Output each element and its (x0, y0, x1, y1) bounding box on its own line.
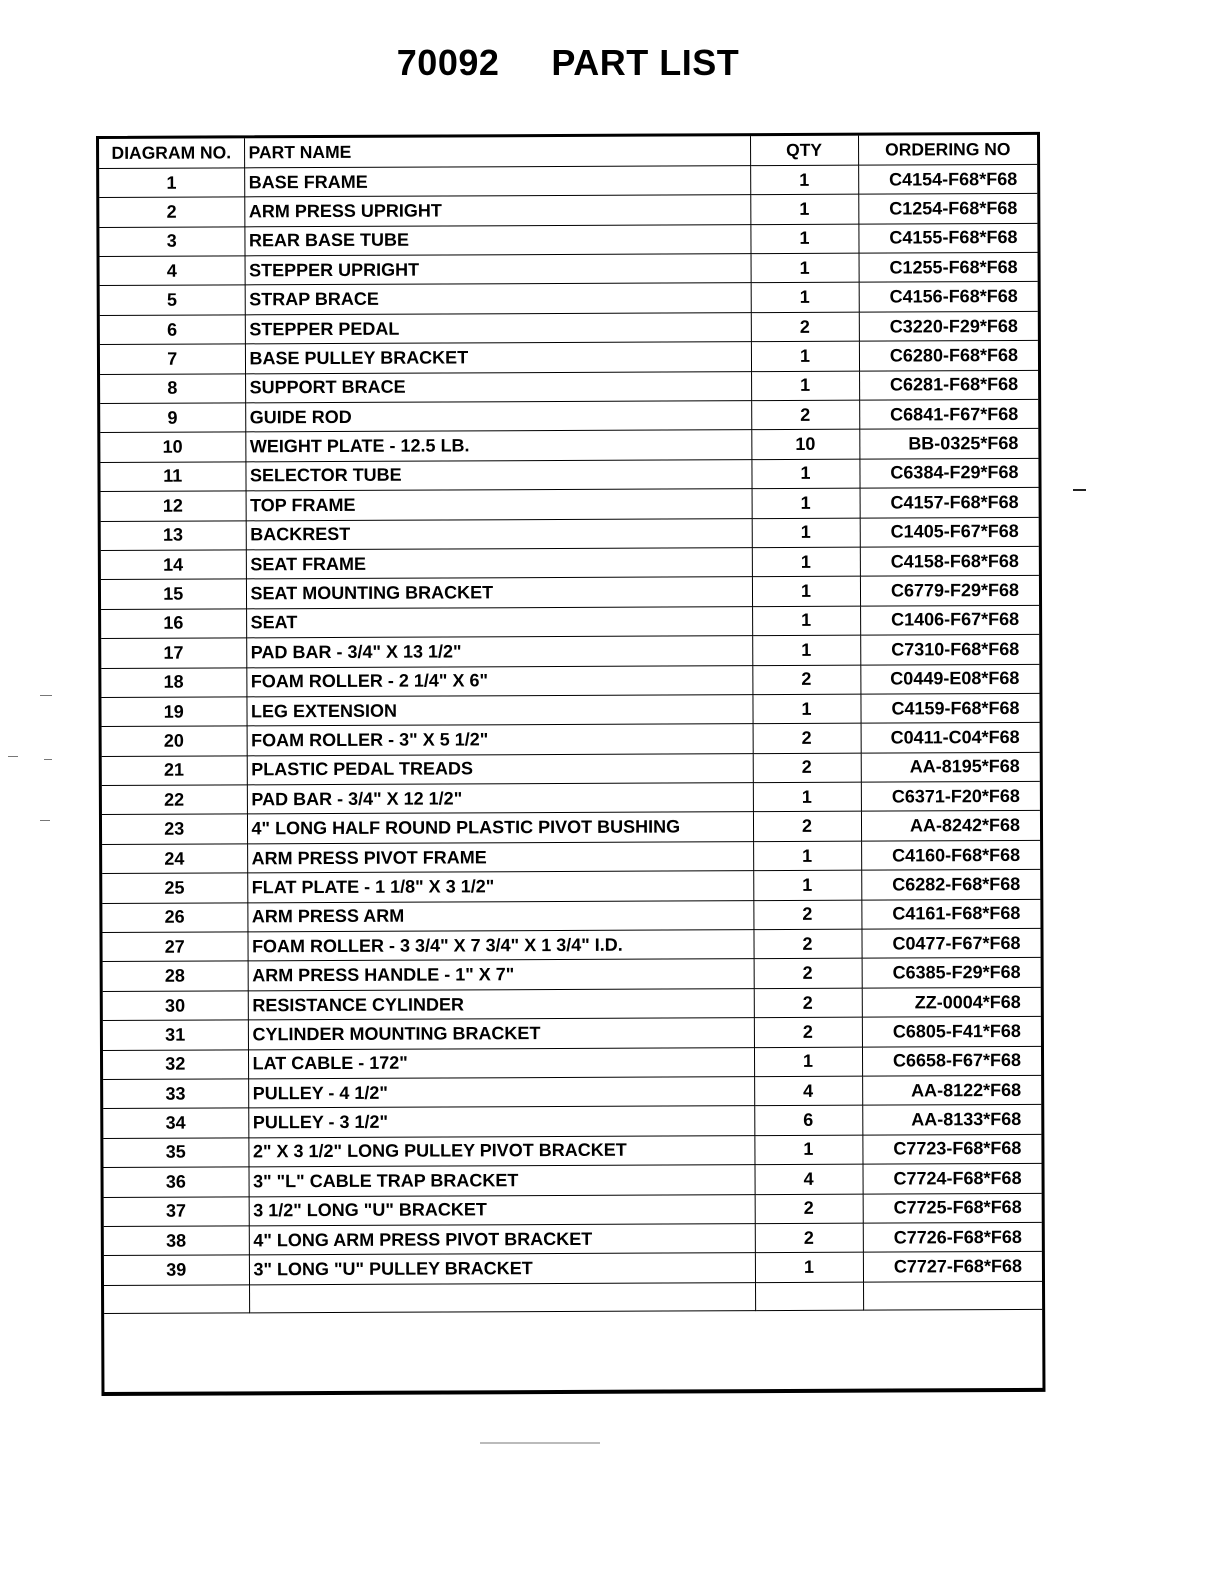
ordering-no-cell: AA-8195*F68 (861, 752, 1040, 782)
ordering-no-cell: C0411-C04*F68 (861, 723, 1040, 753)
qty-cell: 2 (751, 400, 859, 430)
ordering-no-cell: C4156-F68*F68 (859, 282, 1038, 312)
empty-cell (863, 1281, 1042, 1310)
ordering-no-cell: C6805-F41*F68 (862, 1017, 1041, 1047)
diagram-no-cell: 27 (102, 932, 247, 962)
part-name-cell: ARM PRESS ARM (247, 900, 753, 932)
diagram-no-cell: 22 (102, 785, 247, 815)
table-row (102, 870, 1040, 903)
ordering-no-cell: C6280-F68*F68 (859, 341, 1038, 371)
part-name-cell: LEG EXTENSION (246, 695, 752, 727)
part-name-cell: SEAT FRAME (246, 548, 752, 580)
ordering-no-cell: C1405-F67*F68 (860, 517, 1039, 547)
qty-cell: 4 (754, 1164, 862, 1194)
part-name-cell: TOP FRAME (246, 489, 752, 521)
ordering-no-cell: C1255-F68*F68 (859, 252, 1038, 282)
table-row (102, 899, 1040, 932)
part-name-cell: STEPPER PEDAL (245, 312, 751, 344)
table-row (100, 252, 1038, 285)
page-title (0, 42, 1136, 84)
table-row (102, 811, 1040, 844)
part-name-cell: REAR BASE TUBE (244, 224, 750, 256)
ordering-no-cell: C1254-F68*F68 (858, 194, 1037, 224)
ordering-no-cell: C4154-F68*F68 (858, 164, 1037, 194)
ordering-no-cell: C3220-F29*F68 (859, 311, 1038, 341)
diagram-no-cell: 37 (104, 1196, 249, 1226)
diagram-no-cell: 36 (104, 1167, 249, 1197)
qty-cell: 1 (752, 488, 860, 518)
ordering-no-cell: C7723-F68*F68 (862, 1134, 1041, 1164)
diagram-no-cell: 21 (102, 756, 247, 786)
qty-cell: 2 (755, 1194, 863, 1224)
diagram-no-cell: 5 (100, 285, 245, 315)
part-name-cell: SEAT MOUNTING BRACKET (246, 577, 752, 609)
ordering-no-cell: C1406-F67*F68 (860, 605, 1039, 635)
part-name-cell: BASE PULLEY BRACKET (245, 342, 751, 374)
model-number: 70092 (396, 42, 500, 83)
title-text: PART LIST (551, 42, 740, 83)
table-row (99, 164, 1037, 197)
empty-cell (104, 1285, 249, 1314)
scan-mark (8, 756, 18, 757)
qty-cell: 2 (753, 753, 861, 783)
table-row (102, 840, 1040, 873)
part-name-cell: 3 1/2" LONG "U" BRACKET (249, 1194, 755, 1226)
qty-cell: 2 (754, 1017, 862, 1047)
table-row (100, 429, 1038, 462)
table-row (103, 1075, 1041, 1108)
table-row (100, 282, 1038, 315)
table-row (101, 517, 1039, 550)
diagram-no-cell: 17 (101, 638, 246, 668)
table-row (103, 958, 1041, 991)
part-name-cell: PAD BAR - 3/4" X 13 1/2" (246, 636, 752, 668)
scan-mark (44, 759, 52, 760)
ordering-no-cell: C4158-F68*F68 (860, 546, 1039, 576)
qty-cell: 1 (754, 1135, 862, 1165)
part-name-cell: ARM PRESS HANDLE - 1" X 7" (248, 959, 754, 991)
qty-cell: 10 (751, 430, 859, 460)
ordering-no-cell: C6384-F29*F68 (859, 458, 1038, 488)
part-list-table-frame (96, 132, 1045, 1396)
table-row (104, 1222, 1042, 1255)
part-name-cell: FOAM ROLLER - 3" X 5 1/2" (247, 724, 753, 756)
table-row (102, 928, 1040, 961)
ordering-no-cell: C6281-F68*F68 (859, 370, 1038, 400)
diagram-no-cell: 4 (100, 256, 245, 286)
table-body (99, 164, 1042, 1313)
diagram-no-cell: 3 (99, 227, 244, 257)
ordering-no-cell: AA-8122*F68 (862, 1075, 1041, 1105)
diagram-no-cell: 7 (100, 344, 245, 374)
table-row (103, 1046, 1041, 1079)
part-name-cell: 3" "L" CABLE TRAP BRACKET (249, 1165, 755, 1197)
part-name-cell: BASE FRAME (244, 166, 750, 198)
table-row (102, 781, 1040, 814)
table-row-blank (104, 1281, 1042, 1313)
ordering-no-cell: C7726-F68*F68 (863, 1222, 1042, 1252)
empty-cell (755, 1282, 863, 1310)
table-header-row (99, 135, 1037, 168)
qty-cell: 2 (752, 665, 860, 695)
diagram-no-cell: 18 (101, 667, 246, 697)
part-name-cell: PLASTIC PEDAL TREADS (247, 753, 753, 785)
ordering-no-cell: C6282-F68*F68 (861, 870, 1040, 900)
diagram-no-cell: 31 (103, 1020, 248, 1050)
qty-cell: 1 (752, 635, 860, 665)
diagram-no-cell: 23 (102, 814, 247, 844)
ordering-no-cell: C4161-F68*F68 (861, 899, 1040, 929)
qty-cell: 1 (751, 459, 859, 489)
qty-cell: 1 (751, 341, 859, 371)
part-name-cell: 3" LONG "U" PULLEY BRACKET (249, 1253, 755, 1285)
part-name-cell: WEIGHT PLATE - 12.5 LB. (245, 430, 751, 462)
qty-cell: 2 (754, 988, 862, 1018)
header-part-name: PART NAME (244, 136, 750, 168)
qty-cell: 1 (752, 547, 860, 577)
qty-cell: 2 (755, 1223, 863, 1253)
diagram-no-cell: 14 (101, 550, 246, 580)
diagram-no-cell: 13 (101, 520, 246, 550)
table-row (101, 635, 1039, 668)
table-row (100, 341, 1038, 374)
table-row (104, 1252, 1042, 1285)
qty-cell: 1 (751, 371, 859, 401)
table-row (99, 194, 1037, 227)
qty-cell: 1 (750, 194, 858, 224)
part-name-cell: 2" X 3 1/2" LONG PULLEY PIVOT BRACKET (248, 1135, 754, 1167)
ordering-no-cell: BB-0325*F68 (859, 429, 1038, 459)
diagram-no-cell: 26 (102, 903, 247, 933)
qty-cell: 1 (752, 518, 860, 548)
empty-cell (249, 1282, 755, 1312)
part-name-cell: ARM PRESS PIVOT FRAME (247, 842, 753, 874)
diagram-no-cell: 30 (103, 991, 248, 1021)
qty-cell: 1 (754, 1047, 862, 1077)
qty-cell: 1 (753, 841, 861, 871)
table-row (103, 1017, 1041, 1050)
part-name-cell: SEAT (246, 606, 752, 638)
qty-cell: 1 (750, 165, 858, 195)
ordering-no-cell: ZZ-0004*F68 (862, 987, 1041, 1017)
table-row (101, 605, 1039, 638)
ordering-no-cell: C7727-F68*F68 (863, 1252, 1042, 1282)
diagram-no-cell: 38 (104, 1226, 249, 1256)
part-name-cell: CYLINDER MOUNTING BRACKET (248, 1018, 754, 1050)
table-row (103, 987, 1041, 1020)
diagram-no-cell: 10 (100, 432, 245, 462)
diagram-no-cell: 8 (100, 373, 245, 403)
ordering-no-cell: C4159-F68*F68 (860, 693, 1039, 723)
diagram-no-cell: 2 (99, 197, 244, 227)
ordering-no-cell: C6658-F67*F68 (862, 1046, 1041, 1076)
qty-cell: 1 (751, 253, 859, 283)
scan-mark (40, 820, 50, 821)
qty-cell: 2 (753, 900, 861, 930)
header-qty: QTY (750, 136, 858, 166)
part-name-cell: 4" LONG HALF ROUND PLASTIC PIVOT BUSHING (247, 812, 753, 844)
part-name-cell: PULLEY - 4 1/2" (248, 1077, 754, 1109)
ordering-no-cell: C6371-F20*F68 (861, 781, 1040, 811)
diagram-no-cell: 28 (103, 961, 248, 991)
ordering-no-cell: C4155-F68*F68 (858, 223, 1037, 253)
part-list-table (99, 135, 1042, 1314)
scan-mark (1073, 489, 1086, 491)
diagram-no-cell: 9 (100, 403, 245, 433)
part-name-cell: LAT CABLE - 172" (248, 1047, 754, 1079)
diagram-no-cell: 24 (102, 844, 247, 874)
ordering-no-cell: C0477-F67*F68 (861, 928, 1040, 958)
header-ordering-no: ORDERING NO (858, 135, 1037, 165)
table-row (103, 1105, 1041, 1138)
qty-cell: 6 (754, 1106, 862, 1136)
table-row (102, 723, 1040, 756)
ordering-no-cell: C7725-F68*F68 (863, 1193, 1042, 1223)
ordering-no-cell: C7310-F68*F68 (860, 635, 1039, 665)
table-row (101, 488, 1039, 521)
table-row (100, 370, 1038, 403)
part-name-cell: FOAM ROLLER - 2 1/4" X 6" (246, 665, 752, 697)
table-row (99, 223, 1037, 256)
table-row (104, 1164, 1042, 1197)
diagram-no-cell: 39 (104, 1255, 249, 1285)
scan-mark (40, 695, 52, 696)
table-row (101, 664, 1039, 697)
table-row (101, 546, 1039, 579)
qty-cell: 1 (755, 1253, 863, 1283)
qty-cell: 1 (750, 224, 858, 254)
diagram-no-cell: 33 (103, 1079, 248, 1109)
qty-cell: 2 (753, 812, 861, 842)
diagram-no-cell: 6 (100, 315, 245, 345)
table-row (100, 458, 1038, 491)
part-name-cell: STRAP BRACE (245, 283, 751, 315)
table-row (100, 399, 1038, 432)
part-name-cell: BACKREST (246, 518, 752, 550)
table-row (103, 1134, 1041, 1167)
table-row (104, 1193, 1042, 1226)
part-name-cell: STEPPER UPRIGHT (245, 254, 751, 286)
ordering-no-cell: C6779-F29*F68 (860, 576, 1039, 606)
qty-cell: 4 (754, 1076, 862, 1106)
ordering-no-cell: C4157-F68*F68 (860, 488, 1039, 518)
diagram-no-cell: 20 (102, 726, 247, 756)
qty-cell: 2 (751, 312, 859, 342)
qty-cell: 1 (752, 606, 860, 636)
diagram-no-cell: 16 (101, 609, 246, 639)
diagram-no-cell: 25 (102, 873, 247, 903)
part-name-cell: 4" LONG ARM PRESS PIVOT BRACKET (249, 1224, 755, 1256)
part-name-cell: RESISTANCE CYLINDER (248, 988, 754, 1020)
qty-cell: 1 (751, 283, 859, 313)
part-name-cell: SUPPORT BRACE (245, 371, 751, 403)
qty-cell: 2 (753, 723, 861, 753)
ordering-no-cell: C0449-E08*F68 (860, 664, 1039, 694)
part-name-cell: FLAT PLATE - 1 1/8" X 3 1/2" (247, 871, 753, 903)
header-diagram-no: DIAGRAM NO. (99, 138, 244, 168)
part-name-cell: PAD BAR - 3/4" X 12 1/2" (247, 783, 753, 815)
part-name-cell: SELECTOR TUBE (245, 459, 751, 491)
part-name-cell: FOAM ROLLER - 3 3/4" X 7 3/4" X 1 3/4" I.D. (247, 930, 753, 962)
diagram-no-cell: 35 (103, 1138, 248, 1168)
ordering-no-cell: C6841-F67*F68 (859, 399, 1038, 429)
diagram-no-cell: 34 (103, 1108, 248, 1138)
table-row (101, 576, 1039, 609)
ordering-no-cell: C4160-F68*F68 (861, 840, 1040, 870)
table-row (102, 752, 1040, 785)
table-row (100, 311, 1038, 344)
diagram-no-cell: 1 (99, 168, 244, 198)
part-name-cell: ARM PRESS UPRIGHT (244, 195, 750, 227)
qty-cell: 1 (752, 694, 860, 724)
ordering-no-cell: AA-8133*F68 (862, 1105, 1041, 1135)
ordering-no-cell: C7724-F68*F68 (862, 1164, 1041, 1194)
table-row (101, 693, 1039, 726)
qty-cell: 2 (753, 929, 861, 959)
part-name-cell: PULLEY - 3 1/2" (248, 1106, 754, 1138)
qty-cell: 1 (753, 782, 861, 812)
diagram-no-cell: 19 (101, 697, 246, 727)
scan-mark (480, 1442, 600, 1444)
diagram-no-cell: 32 (103, 1049, 248, 1079)
ordering-no-cell: AA-8242*F68 (861, 811, 1040, 841)
diagram-no-cell: 15 (101, 579, 246, 609)
qty-cell: 1 (753, 870, 861, 900)
ordering-no-cell: C6385-F29*F68 (862, 958, 1041, 988)
qty-cell: 1 (752, 577, 860, 607)
qty-cell: 2 (754, 959, 862, 989)
diagram-no-cell: 11 (100, 462, 245, 492)
part-name-cell: GUIDE ROD (245, 401, 751, 433)
diagram-no-cell: 12 (101, 491, 246, 521)
